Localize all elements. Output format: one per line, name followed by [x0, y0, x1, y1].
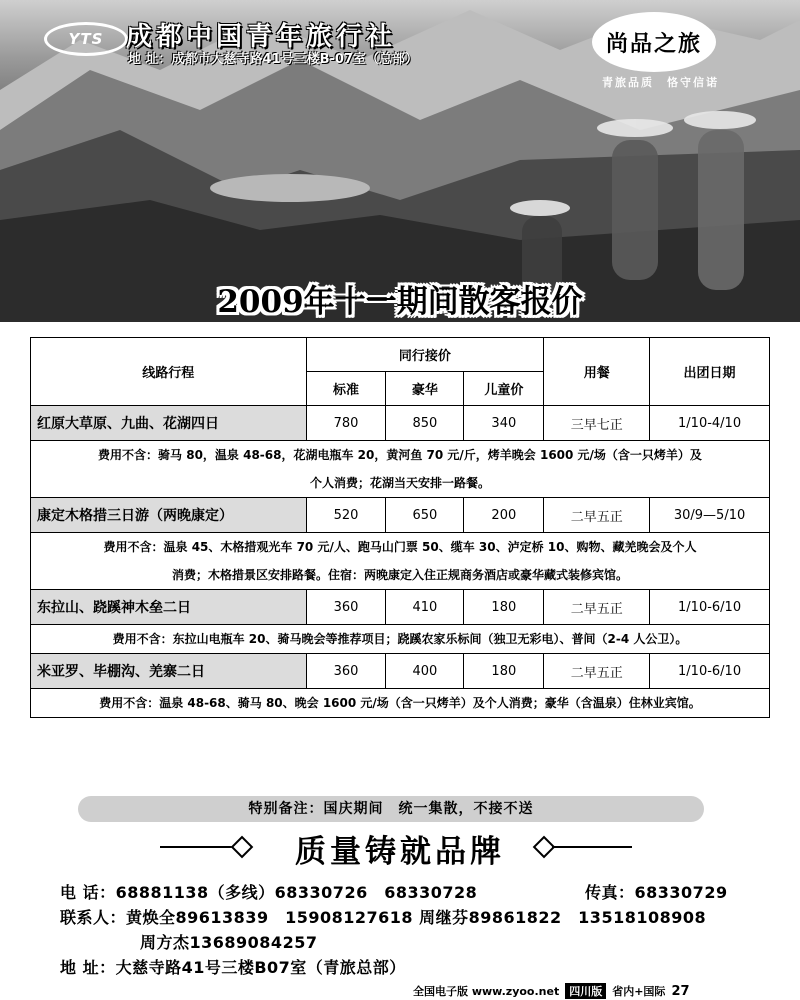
- contact-fax: [585, 880, 728, 903]
- note-line: 个人消费；花湖当天安排一路餐。: [309, 476, 490, 490]
- divider-line-right: [552, 846, 632, 848]
- meals: 二早五正: [544, 498, 650, 533]
- company-name: 成都中国青年旅行社: [126, 22, 397, 52]
- company-address: 地 址：成都市大慈寺路41号三楼B-07室（总部）: [128, 52, 419, 67]
- meals: 三早七正: [544, 406, 650, 441]
- price-deluxe: 400: [386, 654, 464, 689]
- exclusion-note: [31, 689, 770, 718]
- route-name: 米亚罗、毕棚沟、羌寨二日: [31, 654, 307, 689]
- contact-address: [60, 955, 406, 978]
- header-standard: 标准: [306, 372, 386, 406]
- header-route: 线路行程: [31, 338, 307, 406]
- price-standard: 520: [306, 498, 386, 533]
- fax-number: 68330729: [634, 883, 728, 902]
- footer-edition: 全国电子版 www.zyoo.net: [413, 985, 560, 998]
- contact-phone: [60, 880, 477, 903]
- departure-dates: 1/10-4/10: [650, 406, 770, 441]
- note-line: 费用不含：骑马 80，温泉 48-68，花湖电瓶车 20，黄河鱼 70 元/斤，烤羊晚会 1600 元/场（含一只烤羊）及: [98, 448, 702, 462]
- header-child: 儿童价: [464, 372, 544, 406]
- header-dates: 出团日期: [650, 338, 770, 406]
- route-name: 红原大草原、九曲、花湖四日: [31, 406, 307, 441]
- page-number: 27: [671, 983, 690, 999]
- note-row: [31, 625, 770, 654]
- price-child: 340: [464, 406, 544, 441]
- contact-people-extra: 周方杰13689084257: [140, 933, 318, 952]
- table-row: [31, 498, 770, 533]
- price-standard: 780: [306, 406, 386, 441]
- meals: 二早五正: [544, 590, 650, 625]
- price-deluxe: 410: [386, 590, 464, 625]
- departure-dates: 1/10-6/10: [650, 590, 770, 625]
- people-label: 联系人：: [60, 908, 127, 927]
- meals: 二早五正: [544, 654, 650, 689]
- brand-logo: [592, 12, 716, 72]
- footer-region-badge: 四川版: [565, 983, 606, 999]
- note-line: 费用不含：温泉 48-68、骑马 80、晚会 1600 元/场（含一只烤羊）及个人消费；豪华（含温泉）住林业宾馆。: [99, 696, 701, 710]
- note-line: 消费；木格措景区安排路餐。住宿：两晚康定入住正规商务酒店或豪华藏式装修宾馆。: [171, 568, 628, 582]
- price-child: 180: [464, 590, 544, 625]
- price-standard: 360: [306, 590, 386, 625]
- phone-label: 电 话：: [60, 883, 116, 902]
- note-line: 费用不含：温泉 45、木格措观光车 70 元/人、跑马山门票 50、缆车 30、泸定桥 10、购物、藏羌晚会及个人: [103, 540, 697, 554]
- exclusion-note: [31, 533, 770, 590]
- exclusion-note: [31, 625, 770, 654]
- fax-label: 传真：: [585, 883, 635, 902]
- page-headline: 2009年十一期间散客报价: [217, 284, 583, 320]
- brand-name: 尚品之旅: [605, 30, 702, 57]
- note-row: [31, 441, 770, 498]
- header-meals: 用餐: [544, 338, 650, 406]
- price-table: [30, 337, 770, 718]
- table-header-row: [31, 338, 770, 372]
- people-list: 黄焕全89613839 15908127618 周继芬89861822 13518108908: [126, 908, 707, 927]
- table-row: [31, 654, 770, 689]
- logo-text: YTS: [68, 30, 104, 48]
- slogan-row: [0, 826, 800, 868]
- footer-section: 省内+国际: [612, 985, 666, 998]
- header-banner: [0, 0, 800, 322]
- brand-slogan: 青旅品质 恪守信诺: [602, 76, 719, 89]
- price-deluxe: 650: [386, 498, 464, 533]
- route-name: 东拉山、跷蹊神木垒二日: [31, 590, 307, 625]
- page-footer: [413, 983, 690, 999]
- departure-dates: 30/9—5/10: [650, 498, 770, 533]
- contact-people: [60, 905, 706, 928]
- yts-logo: [44, 22, 128, 56]
- price-child: 200: [464, 498, 544, 533]
- header-price-group: 同行接价: [306, 338, 544, 372]
- price-child: 180: [464, 654, 544, 689]
- special-note: 特别备注：国庆期间 统一集散，不接不送: [78, 796, 704, 822]
- note-line: 费用不含：东拉山电瓶车 20、骑马晚会等推荐项目；跷蹊农家乐标间（独卫无彩电）、普间（2-4 人公卫）。: [112, 632, 688, 646]
- address-label: 地 址：: [60, 958, 116, 977]
- departure-dates: 1/10-6/10: [650, 654, 770, 689]
- exclusion-note: [31, 441, 770, 498]
- table-row: [31, 406, 770, 441]
- phone-numbers: 68881138（多线）68330726 68330728: [115, 883, 478, 902]
- route-name: 康定木格措三日游（两晚康定）: [31, 498, 307, 533]
- note-row: [31, 689, 770, 718]
- address-value: 大慈寺路41号三楼B07室（青旅总部）: [115, 958, 406, 977]
- price-deluxe: 850: [386, 406, 464, 441]
- slogan: 质量铸就品牌: [295, 834, 505, 870]
- table-row: [31, 590, 770, 625]
- header-deluxe: 豪华: [386, 372, 464, 406]
- price-standard: 360: [306, 654, 386, 689]
- note-row: [31, 533, 770, 590]
